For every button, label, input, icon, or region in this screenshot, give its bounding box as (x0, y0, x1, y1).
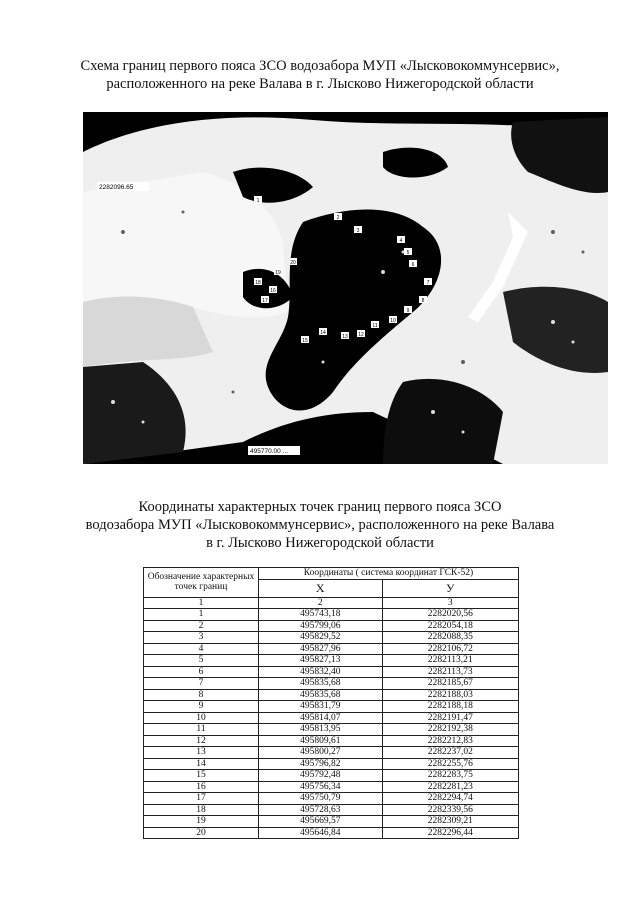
table-row (144, 758, 519, 770)
cell-point: 13 (144, 747, 259, 759)
cell-x: 495827,13 (259, 655, 383, 667)
cell-x: 495792,48 (259, 770, 383, 782)
coord-label-top: 2282096.65 (99, 184, 134, 191)
table-row (144, 770, 519, 782)
cell-x: 495814,07 (259, 712, 383, 724)
cell-point: 20 (144, 827, 259, 839)
point-marker-label: 19 (275, 270, 281, 276)
point-marker-label: 4 (399, 238, 403, 244)
point-marker-label: 1 (256, 198, 260, 204)
cell-point: 18 (144, 804, 259, 816)
table-row (144, 666, 519, 678)
cell-x: 495799,06 (259, 620, 383, 632)
cell-point: 5 (144, 655, 259, 667)
table-row (144, 747, 519, 759)
cell-point: 6 (144, 666, 259, 678)
point-marker-label: 5 (406, 250, 410, 256)
point-marker-label: 17 (262, 298, 268, 304)
table-row (144, 609, 519, 621)
map-title-line-1: Схема границ первого пояса ЗСО водозабора МУП «Лысковокоммунсервис», (80, 58, 560, 74)
cell-x: 495832,40 (259, 666, 383, 678)
point-marker-label: 7 (426, 280, 430, 286)
cell-x: 495646,84 (259, 827, 383, 839)
point-marker-label: 6 (411, 262, 415, 268)
table-row (144, 632, 519, 644)
cell-point: 4 (144, 643, 259, 655)
cell-y: 2282283,75 (382, 770, 518, 782)
cell-point: 17 (144, 793, 259, 805)
cell-x: 495835,68 (259, 678, 383, 690)
point-marker-label: 2 (336, 215, 340, 221)
cell-y: 2282281,23 (382, 781, 518, 793)
cell-point: 3 (144, 632, 259, 644)
point-marker-label: 8 (421, 298, 425, 304)
cell-y: 2282255,76 (382, 758, 518, 770)
table-row (144, 701, 519, 713)
cell-y: 2282191,47 (382, 712, 518, 724)
point-marker-label: 13 (342, 334, 348, 340)
cell-x: 495800,27 (259, 747, 383, 759)
cell-point: 15 (144, 770, 259, 782)
cell-point: 14 (144, 758, 259, 770)
point-marker-label: 20 (290, 260, 296, 266)
point-marker-label: 15 (302, 338, 308, 344)
cell-y: 2282113,21 (382, 655, 518, 667)
cell-x: 495835,68 (259, 689, 383, 701)
coordinates-table (143, 567, 519, 839)
point-marker-label: 9 (406, 308, 410, 314)
cell-y: 2282188,03 (382, 689, 518, 701)
table-row (144, 712, 519, 724)
point-marker-label: 10 (390, 318, 396, 324)
table-row (144, 793, 519, 805)
cell-y: 2282106,72 (382, 643, 518, 655)
cell-y: 2282339,56 (382, 804, 518, 816)
cell-point: 8 (144, 689, 259, 701)
table-row (144, 827, 519, 839)
cell-y: 2282296,44 (382, 827, 518, 839)
cell-x: 495829,52 (259, 632, 383, 644)
point-marker-label: 11 (372, 323, 378, 329)
table-title-line-2: водозабора МУП «Лысковокоммунсервис», расположенного на реке Валава (85, 517, 555, 533)
cell-x: 495750,79 (259, 793, 383, 805)
table-title-line-3: в г. Лысково Нижегородской области (206, 535, 434, 551)
cell-x: 495831,79 (259, 701, 383, 713)
cell-x: 495743,18 (259, 609, 383, 621)
cell-x: 495728,63 (259, 804, 383, 816)
table-row (144, 643, 519, 655)
header-point-designation: Обозначение характерных точек границ (144, 568, 259, 598)
cell-y: 2282185,67 (382, 678, 518, 690)
cell-point: 9 (144, 701, 259, 713)
table-row (144, 620, 519, 632)
point-marker-label: 14 (320, 330, 326, 336)
table-row (144, 724, 519, 736)
cell-y: 2282113,73 (382, 666, 518, 678)
cell-y: 2282188,18 (382, 701, 518, 713)
cell-point: 12 (144, 735, 259, 747)
cell-y: 2282237,02 (382, 747, 518, 759)
cell-point: 1 (144, 609, 259, 621)
cell-point: 7 (144, 678, 259, 690)
point-marker-label: 18 (255, 280, 261, 286)
col-number-1: 1 (144, 597, 259, 609)
cell-y: 2282020,56 (382, 609, 518, 621)
table-title (0, 498, 640, 552)
table-row (144, 804, 519, 816)
header-x: X (259, 579, 383, 597)
cell-point: 2 (144, 620, 259, 632)
point-marker-label: 3 (356, 228, 360, 234)
cell-y: 2282088,35 (382, 632, 518, 644)
col-number-3: 3 (382, 597, 518, 609)
map-title-line-2: расположенного на реке Валава в г. Лысково Нижегородской области (106, 76, 534, 92)
point-marker-label: 12 (358, 332, 364, 338)
cell-point: 16 (144, 781, 259, 793)
cell-point: 11 (144, 724, 259, 736)
cell-x: 495669,57 (259, 816, 383, 828)
table-row (144, 816, 519, 828)
table-row (144, 678, 519, 690)
cell-x: 495827,96 (259, 643, 383, 655)
cell-y: 2282192,38 (382, 724, 518, 736)
cell-point: 10 (144, 712, 259, 724)
table-row (144, 735, 519, 747)
table-row (144, 655, 519, 667)
coord-label-bottom: 495770.00 ... (250, 448, 288, 455)
coordinates-table-body (144, 609, 519, 839)
boundary-map-image (83, 112, 608, 464)
table-title-line-1: Координаты характерных точек границ первого пояса ЗСО (138, 499, 502, 515)
cell-y: 2282309,21 (382, 816, 518, 828)
col-number-2: 2 (259, 597, 383, 609)
header-coordinates: Координаты ( система координат ГСК-52) (259, 568, 519, 580)
cell-y: 2282054,18 (382, 620, 518, 632)
map-title (0, 57, 640, 93)
cell-x: 495756,34 (259, 781, 383, 793)
cell-x: 495813,95 (259, 724, 383, 736)
cell-x: 495796,82 (259, 758, 383, 770)
table-row (144, 689, 519, 701)
cell-y: 2282294,74 (382, 793, 518, 805)
map-svg (83, 112, 608, 464)
cell-x: 495809,61 (259, 735, 383, 747)
point-marker-label: 16 (270, 288, 276, 294)
cell-y: 2282212,83 (382, 735, 518, 747)
cell-point: 19 (144, 816, 259, 828)
header-y: У (382, 579, 518, 597)
table-row (144, 781, 519, 793)
